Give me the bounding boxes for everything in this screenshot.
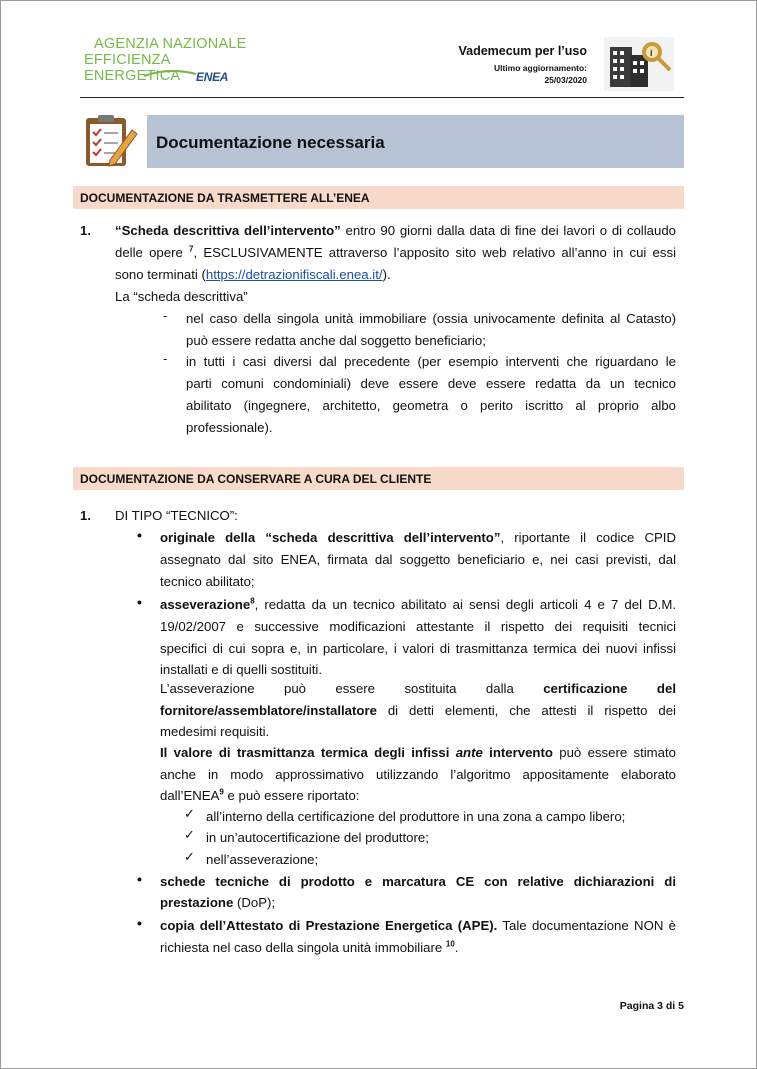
clipboard-checklist-icon <box>80 112 138 170</box>
enea-logo <box>84 34 259 89</box>
check-item-2: in un’autocertificazione del produttore; <box>206 830 429 845</box>
bullet4-line1: copia dell’Attestato di Prestazione Energetica (APE). Tale documentazione NON è <box>160 918 677 933</box>
vademecum-title: Vademecum per l’uso <box>458 44 587 58</box>
bullet1-line3: tecnico abilitato; <box>160 574 255 589</box>
bullet2-line1: asseverazione$^8$, redatta da un tecnico abilitato ai sensi degli articoli 4 e 7 del D.M. <box>160 596 676 612</box>
bullet1-line2: assegnato dal sito ENEA, firmata dal soggetto beneficiario e, nei casi previsti, dal <box>160 552 676 567</box>
bullet1-line1: originale della “scheda descrittiva dell’intervento”, riportante il codice CPID <box>160 530 676 545</box>
updated-label: Ultimo aggiornamento: <box>493 63 587 73</box>
bullet-marker: • <box>137 871 142 887</box>
logo-line2: EFFICIENZA ENERGETICA <box>84 52 181 84</box>
section1-item-line3: sono terminati (https://detrazionifiscali.enea.it/). <box>115 267 391 282</box>
building-search-icon <box>604 37 674 91</box>
bullet-marker: • <box>137 915 142 931</box>
enea-site-link[interactable]: https://detrazionifiscali.enea.it/ <box>205 267 383 282</box>
scheda-label: La “scheda descrittiva” <box>115 289 248 304</box>
dash2-line3: abilitato (ingegnere, architetto, geometra o perito iscritto al proprio albo <box>186 398 676 413</box>
dash-marker: - <box>163 351 168 366</box>
bullet2-p3-line2: anche in modo approssimativo utilizzando l’algoritmo appositamente elaborato <box>160 767 676 782</box>
dash-marker: - <box>163 308 168 323</box>
logo-enea: ENEA <box>196 70 229 84</box>
dash1-line2: può essere redatta anche dal soggetto beneficiario; <box>186 333 486 348</box>
section1-item-line2: delle opere $^7$, ESCLUSIVAMENTE attraverso l’apposito sito web relativo all’anno in cui essi <box>115 244 677 260</box>
bullet-marker: • <box>137 527 142 543</box>
bullet2-p2-line3: medesimi requisiti. <box>160 724 270 739</box>
section1-heading <box>73 186 684 209</box>
checkmark-icon: ✓ <box>184 806 195 821</box>
dash2-line2: parti comuni condominiali) deve essere deve essere redatta da un tecnico <box>186 376 676 391</box>
header-rule <box>80 97 684 98</box>
section2-item-label: DI TIPO “TECNICO”: <box>115 508 238 523</box>
checkmark-icon: ✓ <box>184 827 195 842</box>
bullet2-p3-line1: Il valore di trasmittanza termica degli infissi ante intervento può essere stimato <box>160 745 677 760</box>
section1-item-line1: “Scheda descrittiva dell’intervento” entro 90 giorni dalla data di fine dei lavori o di collaudo <box>115 223 676 238</box>
check-item-3: nell’asseverazione; <box>206 852 319 867</box>
bullet4-line2: richiesta nel caso della singola unità immobiliare $^{10}$. <box>160 939 459 955</box>
section2-heading-text: DOCUMENTAZIONE DA CONSERVARE A CURA DEL CLIENTE <box>80 472 432 486</box>
checkmark-icon: ✓ <box>184 849 195 864</box>
dash2-line1: in tutti i casi diversi dal precedente (per esempio interventi che riguardano le <box>186 354 676 369</box>
section1-heading-text: DOCUMENTAZIONE DA TRASMETTERE ALL’ENEA <box>80 191 370 205</box>
bullet-marker: • <box>137 594 142 610</box>
logo-swoosh-icon <box>144 69 199 79</box>
bullet2-line2: 19/02/2007 e successive modificazioni attestante il rispetto dei requisiti tecnici <box>160 619 676 634</box>
dash1-line1: nel caso della singola unità immobiliare (ossia univocamente definita al Catasto) <box>186 311 676 326</box>
section2-item-number: 1. <box>80 508 91 523</box>
last-update <box>494 62 587 86</box>
bullet2-p2-line1: L’asseverazione può essere sostituita dalla certificazione del <box>160 681 676 696</box>
bullet2-p3-line3: dall’ENEA$^9$ e può essere riportato: <box>160 787 360 803</box>
page-number: Pagina 3 di 5 <box>619 1000 684 1012</box>
logo-line1: AGENZIA NAZIONALE <box>94 36 247 52</box>
check-item-1: all’interno della certificazione del produttore in una zona a campo libero; <box>206 809 626 824</box>
bullet2-p2-line2: fornitore/assemblatore/installatore di detti elementi, che attesti il rispetto dei <box>160 703 676 718</box>
bullet2-line4: installati e di quelli sostituiti. <box>160 662 322 677</box>
dash2-line4: professionale). <box>186 420 273 435</box>
title-band <box>147 115 684 168</box>
svg-text:i: i <box>650 48 653 58</box>
page-title: Documentazione necessaria <box>156 133 385 152</box>
updated-date: 25/03/2020 <box>544 75 587 85</box>
section1-item-number: 1. <box>80 223 91 238</box>
section2-heading <box>73 467 684 490</box>
bullet3-line2: prestazione (DoP); <box>160 895 276 910</box>
bullet2-line3: specifici di cui sopra e, in particolare, i valori di trasmittanza termica dei nuovi infissi <box>160 641 676 656</box>
bullet3-line1: schede tecniche di prodotto e marcatura CE con relative dichiarazioni di <box>160 874 676 889</box>
